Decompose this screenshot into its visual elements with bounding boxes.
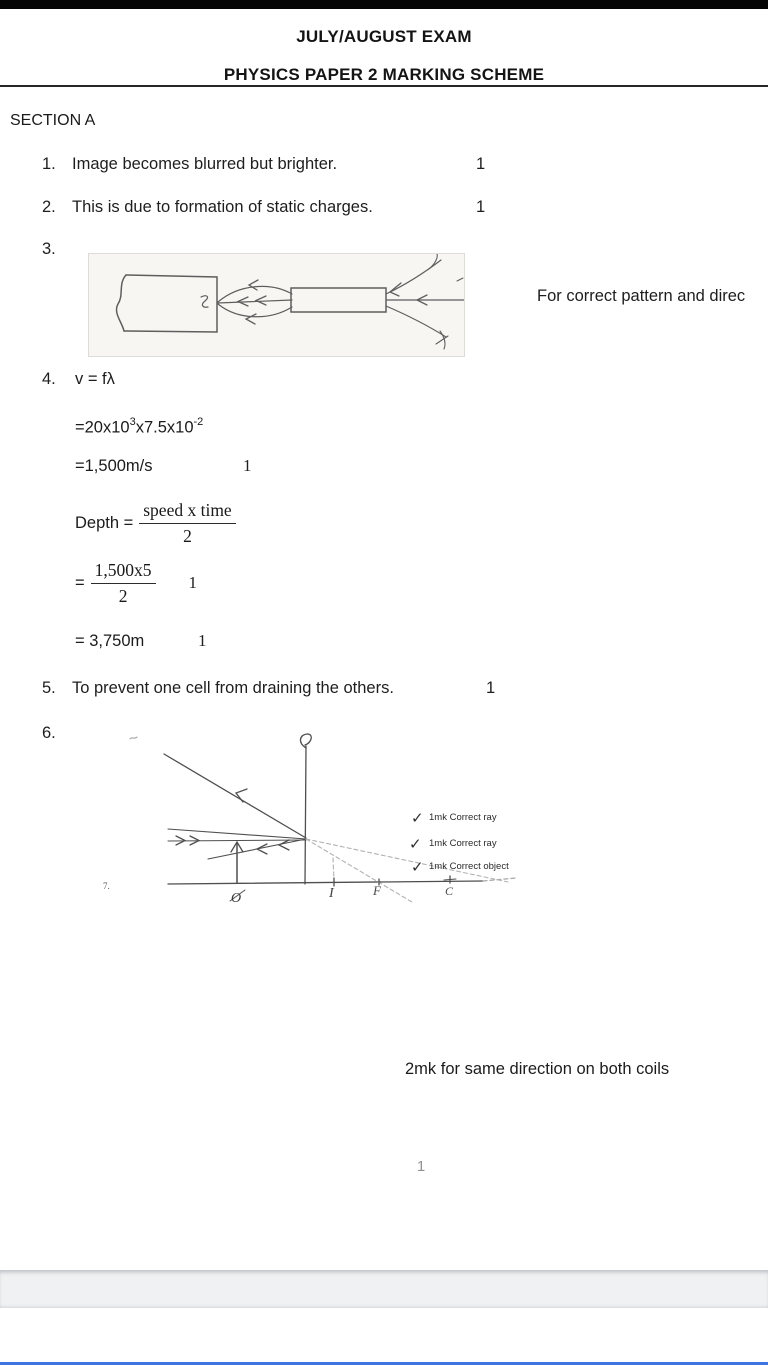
arrowhead bbox=[249, 280, 258, 290]
stray-tick bbox=[457, 278, 463, 281]
arrowhead bbox=[256, 296, 266, 305]
q4-number: 4. bbox=[42, 370, 56, 388]
principal-axis bbox=[168, 881, 483, 884]
arrowhead bbox=[236, 789, 247, 802]
right-branch-top bbox=[429, 254, 437, 269]
label-centre: C bbox=[445, 884, 454, 898]
q1-mark: 1 bbox=[476, 155, 486, 173]
checkmark-icon: ✓ bbox=[411, 810, 424, 827]
q4-frac2-mark: 1 bbox=[188, 573, 198, 592]
eq2-superscript-1: 3 bbox=[129, 416, 136, 428]
depth-numerator: speed x time bbox=[139, 500, 235, 524]
footer-divider-band bbox=[0, 1270, 768, 1308]
pole-squiggle bbox=[201, 296, 208, 307]
q2-answer: This is due to formation of static charges. bbox=[72, 198, 373, 216]
right-line-lower bbox=[386, 306, 446, 337]
checkmark-icon: ✓ bbox=[409, 836, 422, 853]
q4-substitution bbox=[75, 557, 197, 609]
stray-question-number: 7. bbox=[103, 881, 110, 891]
q4-eq3-mark: 1 bbox=[243, 456, 252, 475]
eq2-base2: x7.5x10 bbox=[135, 418, 194, 437]
q4-equation-3: =1,500m/s bbox=[75, 457, 153, 475]
label-focus: F bbox=[373, 883, 381, 898]
solenoid-wavy-edge bbox=[117, 275, 126, 331]
stray-squiggle bbox=[130, 737, 137, 739]
frac2-fraction bbox=[91, 560, 156, 607]
lens-line bbox=[305, 746, 306, 884]
frac2-denominator: 2 bbox=[118, 585, 128, 606]
q6-number: 6. bbox=[42, 724, 56, 742]
ray-oblique bbox=[164, 754, 306, 838]
frac2-equals: = bbox=[75, 573, 85, 592]
document-title-line2: PHYSICS PAPER 2 MARKING SCHEME bbox=[223, 65, 545, 84]
ray-horizontal bbox=[168, 840, 306, 841]
q4-eq4-mark: 1 bbox=[198, 631, 207, 650]
eq2-base1: =20x10 bbox=[75, 418, 130, 437]
q5-mark: 1 bbox=[486, 679, 496, 697]
right-branch-bottom2 bbox=[436, 336, 448, 344]
check-label: 1mk Correct object bbox=[429, 861, 509, 872]
top-status-bar bbox=[0, 0, 768, 9]
depth-denominator: 2 bbox=[183, 525, 192, 546]
tick-C-cross bbox=[444, 879, 456, 880]
label-object: O bbox=[231, 891, 242, 906]
q5-answer: To prevent one cell from draining the others. bbox=[72, 679, 394, 697]
q2-mark: 1 bbox=[476, 198, 486, 216]
check-label: 1mk Correct ray bbox=[429, 838, 497, 849]
q3-field-pattern-diagram bbox=[88, 253, 465, 357]
depth-fraction bbox=[139, 500, 235, 547]
page-number: 1 bbox=[416, 1158, 426, 1175]
field-pattern-sketch bbox=[89, 254, 464, 356]
bar-magnet bbox=[291, 288, 386, 312]
q2-number: 2. bbox=[42, 198, 56, 216]
q3-marking-note: For correct pattern and direc bbox=[537, 287, 746, 305]
q3-number: 3. bbox=[42, 240, 56, 258]
q4-equation-4: = 3,750m bbox=[75, 632, 145, 650]
depth-label: Depth = bbox=[75, 513, 134, 532]
q4-equation-2 bbox=[75, 417, 203, 438]
label-image: I bbox=[329, 886, 334, 901]
q4-equation-1: v = fλ bbox=[75, 370, 115, 388]
ray-upper-left bbox=[168, 829, 306, 839]
arrowhead bbox=[246, 314, 256, 324]
check-label: 1mk Correct ray bbox=[429, 812, 497, 823]
frac2-numerator: 1,500x5 bbox=[91, 560, 156, 584]
title-underline bbox=[0, 85, 768, 87]
checkmark-icon: ✓ bbox=[411, 859, 424, 876]
q6-ray-diagram bbox=[100, 732, 520, 908]
section-heading: SECTION A bbox=[10, 112, 96, 129]
q7-coil-marking-note: 2mk for same direction on both coils bbox=[405, 1060, 670, 1078]
arrowhead bbox=[279, 840, 289, 850]
q5-number: 5. bbox=[42, 679, 56, 697]
virtual-ray-1 bbox=[306, 839, 412, 902]
q1-answer: Image becomes blurred but brighter. bbox=[72, 155, 338, 173]
q4-depth-formula bbox=[75, 499, 236, 547]
q1-number: 1. bbox=[42, 155, 56, 173]
document-title-line1: JULY/AUGUST EXAM bbox=[296, 27, 472, 46]
eq2-superscript-2: -2 bbox=[193, 416, 204, 428]
